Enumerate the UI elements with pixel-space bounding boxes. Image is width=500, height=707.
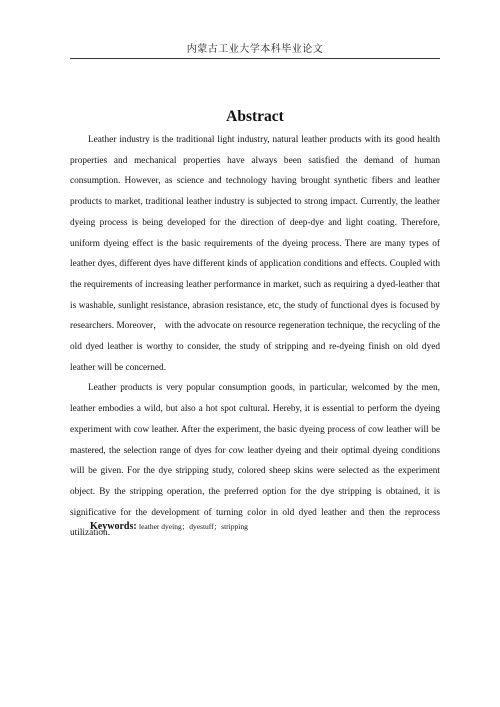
- keywords-list: leather dyeing；dyestuff；stripping: [139, 522, 248, 531]
- keywords-colon: :: [133, 521, 137, 532]
- abstract-paragraph: Leather products is very popular consumption goods, in particular, welcomed by the men, leather embodies a wild, but also a hot spot cultural. Hereby, it is essential to perform the dyeing experiment with cow leather. After the experiment, the basic dyeing process of cow leather will be mastered, the selection range of dyes for cow leather dyeing and their optimal dyeing conditions will be given. For the dye stripping study, colored sheep skins were selected as the experiment object. By the stripping operation, the preferred option for the dye stripping is obtained, it is significative for the development of turning color in old dyed leather and then the reprocess utilization.: [70, 383, 440, 539]
- keywords-line: [90, 517, 440, 537]
- abstract-body: [70, 130, 440, 544]
- abstract-title: Abstract: [226, 108, 284, 125]
- keywords-label: Keywords: [90, 521, 134, 532]
- abstract-paragraph: Leather industry is the traditional light industry, natural leather products with its good health properties and mechanical properties have always been satisfied the demand of human consumption. However, as science and technology having brought synthetic fibers and leather products to market, traditional leather industry is subjected to strong impact. Currently, the leather dyeing process is being developed for the direction of deep-dye and light coating. Therefore, uniform dyeing effect is the basic requirements of the dyeing process. There are many types of leather dyes, different dyes have different kinds of application conditions and effects. Coupled with the requirements of increasing leather performance in market, such as requiring a dyed-leather that is washable, sunlight resistance, abrasion resistance, etc, the study of functional dyes is focused by researchers. Moreover， with the advocate on resource regeneration technique, the recycling of the old dyed leather is worthy to consider, the study of stripping and re-dyeing finish on old dyed leather will be concerned.: [70, 135, 440, 373]
- header-rule: [70, 58, 440, 59]
- running-header: 内蒙古工业大学本科毕业论文: [186, 44, 324, 55]
